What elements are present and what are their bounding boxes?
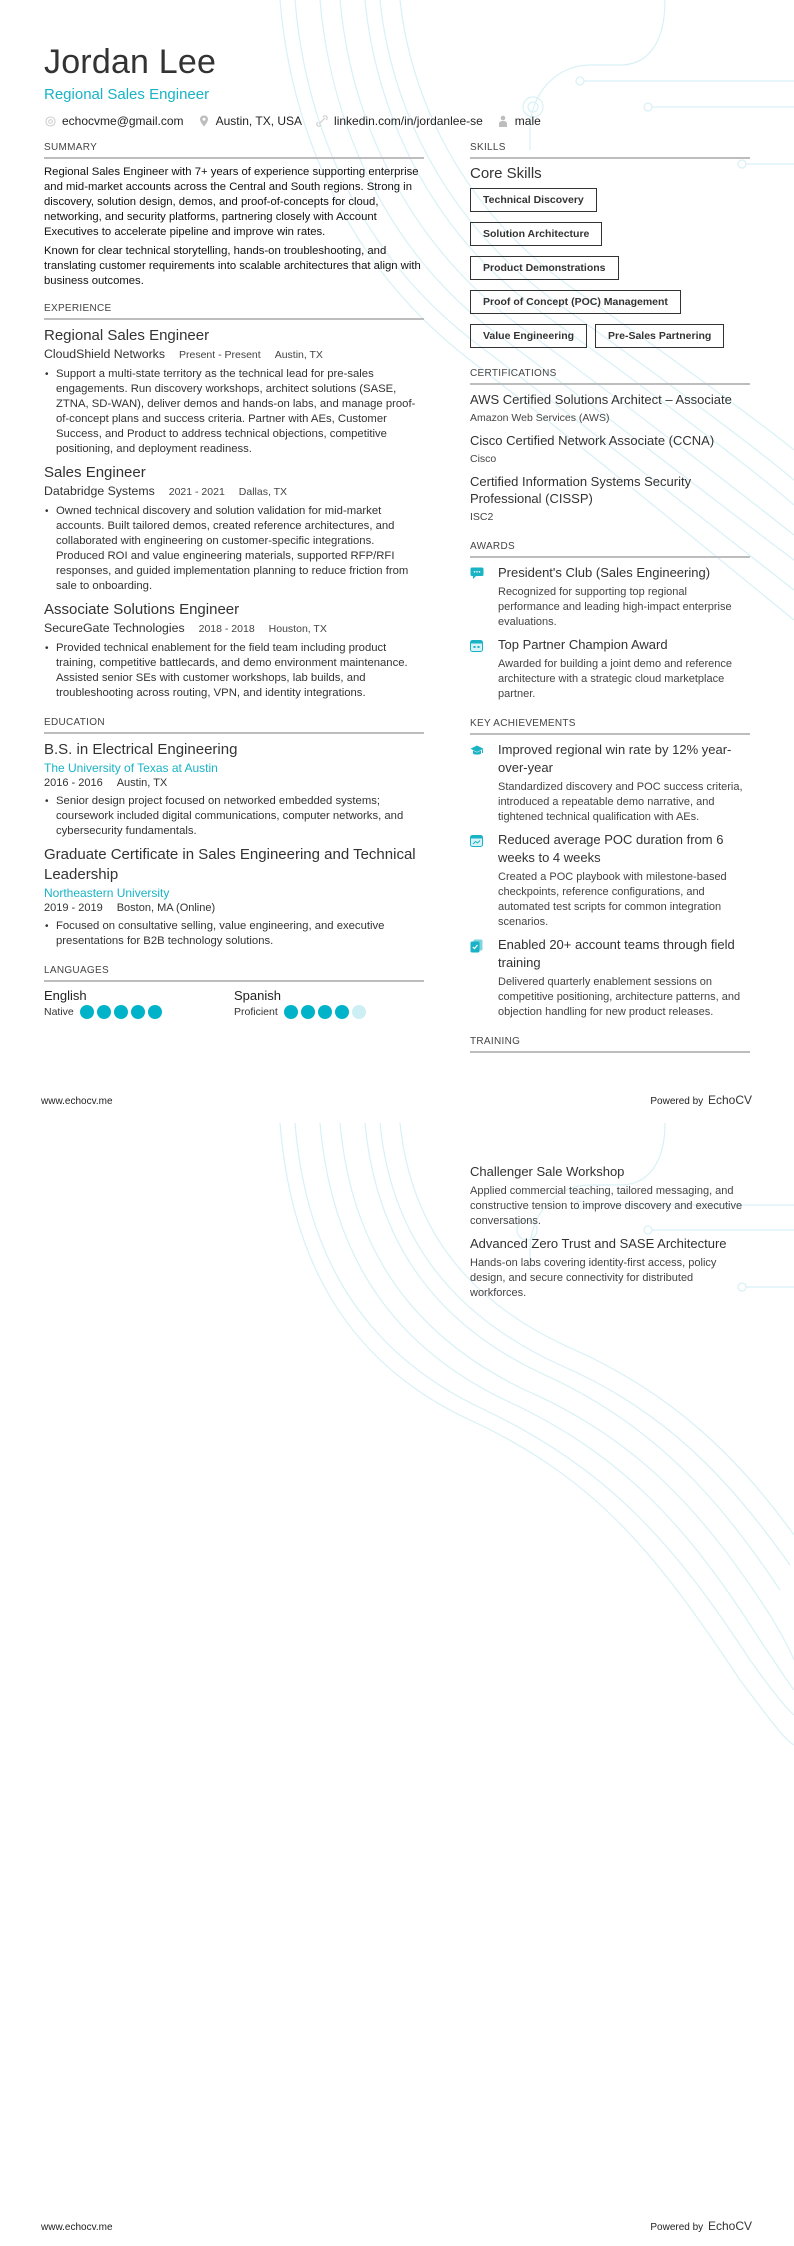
job-dates: 2018 - 2018	[198, 623, 255, 635]
job-bullets	[44, 367, 424, 457]
job-meta	[44, 620, 424, 638]
resume-header	[44, 42, 555, 128]
job-bullet: • Provided technical enablement for the field team including product training, competitive battlecards, and demo environment maintenance. Assisted senior SEs with customer workshops, lab builds, and troubleshooting across routing, VPN, and identity integrations.	[55, 641, 424, 701]
job-title: Regional Sales Engineer	[44, 327, 210, 344]
education-meta	[44, 901, 424, 916]
experience-section	[44, 303, 424, 701]
award-description: Awarded for building a joint demo and reference architecture with a strategic cloud marketplace partner.	[498, 658, 733, 700]
language-item	[44, 988, 234, 1019]
section-title: KEY ACHIEVEMENTS	[470, 718, 750, 735]
certification-issuer: ISC2	[470, 511, 494, 523]
skill-chip: Proof of Concept (POC) Management	[470, 290, 681, 314]
candidate-title: Regional Sales Engineer	[44, 86, 210, 103]
skill-chip: Pre-Sales Partnering	[595, 324, 724, 348]
footer-powered-by: Powered by EchoCV	[650, 2219, 752, 2233]
certifications-section	[470, 368, 750, 525]
calendar-icon	[470, 636, 498, 702]
job-dates: 2021 - 2021	[168, 486, 225, 498]
skill-chip: Technical Discovery	[470, 188, 597, 212]
right-column-continued	[470, 1163, 750, 1317]
certification-name: Certified Information Systems Security Professional (CISSP)	[470, 474, 692, 506]
achievement-description: Created a POC playbook with milestone-based checkpoints, reference configurations, and automated test scripts for common integration scenarios.	[498, 871, 727, 928]
achievement-description: Delivered quarterly enablement sessions on competitive positioning, architecture patterns, and objection handling for new product releases.	[498, 976, 741, 1018]
training-section-header	[470, 1036, 750, 1053]
education-entry	[44, 740, 424, 839]
candidate-name: Jordan Lee	[44, 43, 217, 81]
achievements-section	[470, 718, 750, 1020]
achievement-title: Reduced average POC duration from 6 weeks to 4 weeks	[498, 832, 724, 865]
section-title: SUMMARY	[44, 142, 424, 159]
job-entry	[44, 463, 424, 594]
education-bullet: • Focused on consultative selling, value engineering, and executive presentations for B2B technology solutions.	[55, 919, 424, 949]
education-entry	[44, 845, 424, 949]
rating-dot-filled	[97, 1005, 111, 1019]
job-bullet: • Owned technical discovery and solution validation for mid-market accounts. Built tailored demos, created reference architectures, and collaborated with engineering on customer-specific integrations. Produced ROI and value engineering materials, supported RFP/RFI responses, and guided implementation planning to reduce friction from sale to onboarding.	[55, 504, 424, 594]
footer-website[interactable]: www.echocv.me	[41, 2222, 113, 2233]
skill-chip: Product Demonstrations	[470, 256, 619, 280]
training-item	[470, 1163, 750, 1229]
section-title: SKILLS	[470, 142, 750, 159]
footer-powered-by: Powered by EchoCV	[650, 1093, 752, 1107]
page-footer	[41, 2219, 752, 2233]
at-icon	[44, 115, 56, 127]
job-meta	[44, 346, 424, 364]
section-title: EDUCATION	[44, 717, 424, 734]
contact-email[interactable]: echocvme@gmail.com	[44, 114, 184, 128]
company-name: SecureGate Technologies	[44, 621, 185, 635]
rating-dot-filled	[114, 1005, 128, 1019]
rating-dot-filled	[284, 1005, 298, 1019]
training-title: Challenger Sale Workshop	[470, 1164, 625, 1179]
certification-name: Cisco Certified Network Associate (CCNA)	[470, 433, 715, 448]
job-title: Associate Solutions Engineer	[44, 601, 240, 618]
education-location: Boston, MA (Online)	[116, 902, 216, 914]
company-name: CloudShield Networks	[44, 347, 165, 361]
contact-gender: male	[497, 114, 541, 128]
language-name: Spanish	[234, 988, 281, 1003]
job-location: Houston, TX	[268, 623, 327, 635]
education-location: Austin, TX	[116, 777, 168, 789]
education-section	[44, 717, 424, 949]
language-list	[44, 988, 424, 1019]
summary-paragraph: Known for clear technical storytelling, hands-on troubleshooting, and translating customer requirements into scalable architectures that align with business outcomes.	[44, 245, 421, 287]
certification-issuer: Amazon Web Services (AWS)	[470, 412, 610, 424]
company-name: Databridge Systems	[44, 484, 155, 498]
rating-dot-filled	[148, 1005, 162, 1019]
languages-section	[44, 965, 424, 1019]
page-footer	[41, 1093, 752, 1107]
job-title: Sales Engineer	[44, 464, 146, 481]
rating-dot-filled	[80, 1005, 94, 1019]
right-column	[470, 142, 750, 1069]
section-title: AWARDS	[470, 541, 750, 558]
skill-chips	[470, 188, 750, 358]
language-item	[234, 988, 424, 1019]
person-icon	[497, 115, 509, 127]
education-meta	[44, 776, 424, 791]
section-title: LANGUAGES	[44, 965, 424, 982]
school-name: The University of Texas at Austin	[44, 761, 218, 775]
certification-item	[470, 473, 750, 525]
training-section	[470, 1163, 750, 1301]
job-location: Austin, TX	[274, 349, 323, 361]
rating-dot-filled	[335, 1005, 349, 1019]
award-item	[470, 564, 750, 630]
section-title: TRAINING	[470, 1036, 750, 1053]
education-bullet: • Senior design project focused on networked embedded systems; coursework included digital communications, computer networks, and cybersecurity fundamentals.	[55, 794, 424, 839]
certification-item	[470, 432, 750, 467]
award-title: Top Partner Champion Award	[498, 637, 668, 652]
skills-group-title: Core Skills	[470, 165, 542, 182]
education-bullets	[44, 794, 424, 839]
awards-section	[470, 541, 750, 702]
language-level: Proficient	[234, 1006, 278, 1018]
achievement-title: Enabled 20+ account teams through field training	[498, 937, 735, 970]
job-bullets	[44, 641, 424, 701]
job-entry	[44, 600, 424, 701]
language-name: English	[44, 988, 87, 1003]
rating-dot-filled	[318, 1005, 332, 1019]
skill-chip: Solution Architecture	[470, 222, 602, 246]
job-entry	[44, 326, 424, 457]
rating-dot-filled	[131, 1005, 145, 1019]
achievement-title: Improved regional win rate by 12% year-over-year	[498, 742, 732, 775]
job-meta	[44, 483, 424, 501]
location-pin-icon	[198, 115, 210, 127]
skills-section	[470, 142, 750, 358]
graduation-cap-icon	[470, 741, 498, 825]
job-dates: Present - Present	[178, 349, 261, 361]
achievement-description: Standardized discovery and POC success criteria, introduced a repeatable demo narrative, and tightened technical qualification with AEs.	[498, 781, 743, 823]
contact-location: Austin, TX, USA	[198, 114, 302, 128]
certification-name: AWS Certified Solutions Architect – Associate	[470, 392, 732, 407]
training-item	[470, 1235, 750, 1301]
resume-page-2	[0, 1123, 794, 2246]
achievement-item	[470, 831, 750, 930]
left-column	[44, 142, 424, 1035]
award-title: President's Club (Sales Engineering)	[498, 565, 711, 580]
job-bullet: • Support a multi-state territory as the technical lead for pre-sales engagements. Run discovery workshops, architect solutions (SASE, ZTNA, SD-WAN), deliver demos and hands-on labs, and manage proof-of-concept plans and success criteria. Partner with AEs, Customer Success, and Product to address technical objections, competitive positioning, and deployment readiness.	[55, 367, 424, 457]
job-location: Dallas, TX	[238, 486, 288, 498]
section-title: EXPERIENCE	[44, 303, 424, 320]
language-proficiency	[234, 1005, 424, 1019]
link-icon	[316, 115, 328, 127]
award-item	[470, 636, 750, 702]
footer-website[interactable]: www.echocv.me	[41, 1096, 113, 1107]
contact-linkedin[interactable]: linkedin.com/in/jordanlee-se	[316, 114, 483, 128]
certification-issuer: Cisco	[470, 453, 497, 465]
certification-item	[470, 391, 750, 426]
education-bullets	[44, 919, 424, 949]
summary-section	[44, 142, 424, 289]
degree-title: Graduate Certificate in Sales Engineering and Technical Leadership	[44, 846, 416, 883]
school-name: Northeastern University	[44, 886, 170, 900]
language-level: Native	[44, 1006, 74, 1018]
degree-title: B.S. in Electrical Engineering	[44, 741, 238, 758]
education-dates: 2019 - 2019	[44, 902, 103, 914]
chat-bubble-icon	[470, 564, 498, 630]
section-title: CERTIFICATIONS	[470, 368, 750, 385]
achievement-item	[470, 741, 750, 825]
summary-paragraph: Regional Sales Engineer with 7+ years of experience supporting enterprise and mid-market accounts across the Central and South regions. Strong in discovery, solution design, demos, and proof-of-concepts for cloud, networking, and security platforms, partnering closely with Account Executives to accelerate pipeline and improve win rates.	[44, 166, 419, 238]
training-description: Applied commercial teaching, tailored messaging, and constructive tension to improve discovery and executive conversations.	[470, 1185, 743, 1227]
training-description: Hands-on labs covering identity-first access, policy design, and secure connectivity for distributed workforces.	[470, 1257, 717, 1299]
rating-dot-empty	[352, 1005, 366, 1019]
skill-chip: Value Engineering	[470, 324, 587, 348]
calendar-chart-icon	[470, 831, 498, 930]
footer-brand[interactable]: EchoCV	[707, 2219, 752, 2233]
rating-dot-filled	[301, 1005, 315, 1019]
training-title: Advanced Zero Trust and SASE Architecture	[470, 1236, 727, 1251]
job-bullets	[44, 504, 424, 594]
footer-brand[interactable]: EchoCV	[707, 1093, 752, 1107]
contact-list	[44, 114, 555, 128]
achievement-item	[470, 936, 750, 1020]
clipboard-check-icon	[470, 936, 498, 1020]
award-description: Recognized for supporting top regional performance and leading high-impact enterprise evaluations.	[498, 586, 732, 628]
education-dates: 2016 - 2016	[44, 777, 103, 789]
language-proficiency	[44, 1005, 234, 1019]
